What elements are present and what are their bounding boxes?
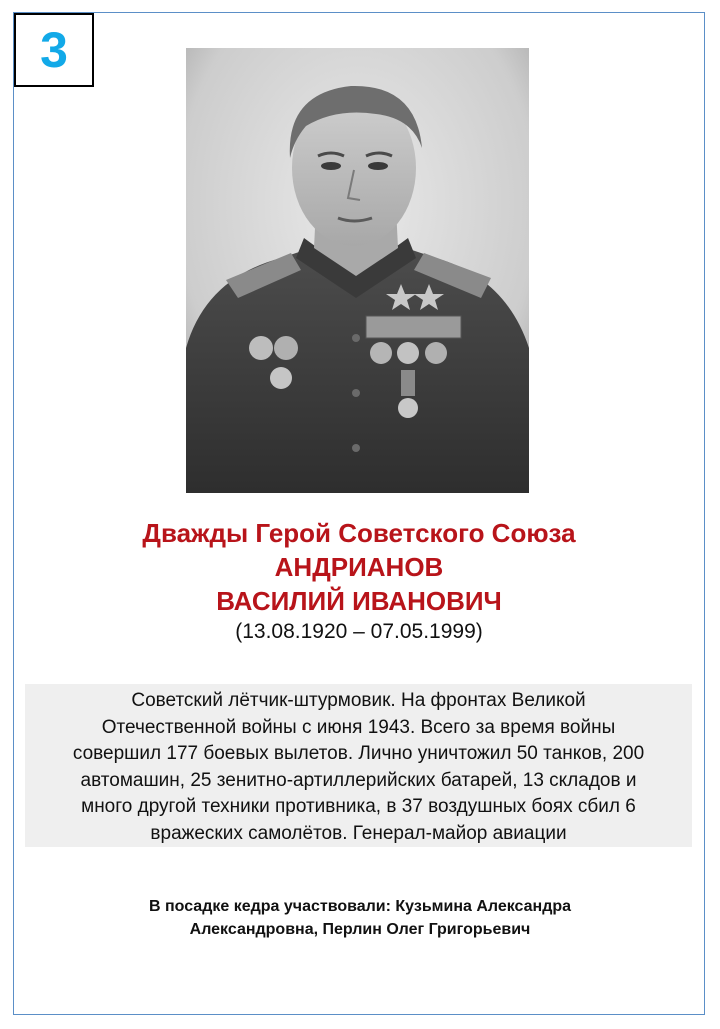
bio-line: Советский лётчик-штурмовик. На фронтах Великой xyxy=(131,690,586,711)
planting-line: Александровна, Перлин Олег Григорьевич xyxy=(189,921,531,938)
title-block xyxy=(60,516,658,646)
bio-line: вражеских самолётов. Генерал-майор авиации xyxy=(150,822,567,844)
title-surname: АНДРИАНОВ xyxy=(274,552,444,582)
title-given-names: ВАСИЛИЙ ИВАНОВИЧ xyxy=(216,586,502,616)
bio-line: совершил 177 боевых вылетов. Лично уничтожил 50 танков, 200 xyxy=(72,743,645,764)
card-number: 3 xyxy=(40,22,68,78)
life-dates: (13.08.1920 – 07.05.1999) xyxy=(235,620,483,643)
planting-line: В посадке кедра участвовали: Кузьмина Александра xyxy=(148,898,572,915)
bio-line: много другой техники противника, в 37 воздушных боях сбил 6 xyxy=(81,796,636,817)
bio-line: автомашин, 25 зенитно-артиллерийских батарей, 13 складов и xyxy=(80,769,637,791)
biography-box xyxy=(25,684,692,847)
portrait-photo xyxy=(186,48,529,493)
portrait-image xyxy=(186,48,529,493)
card-number-box xyxy=(14,13,94,87)
planting-participants xyxy=(40,895,680,941)
title-honor: Дважды Герой Советского Союза xyxy=(142,518,576,548)
bio-line: Отечественной войны с июня 1943. Всего за время войны xyxy=(101,716,616,738)
